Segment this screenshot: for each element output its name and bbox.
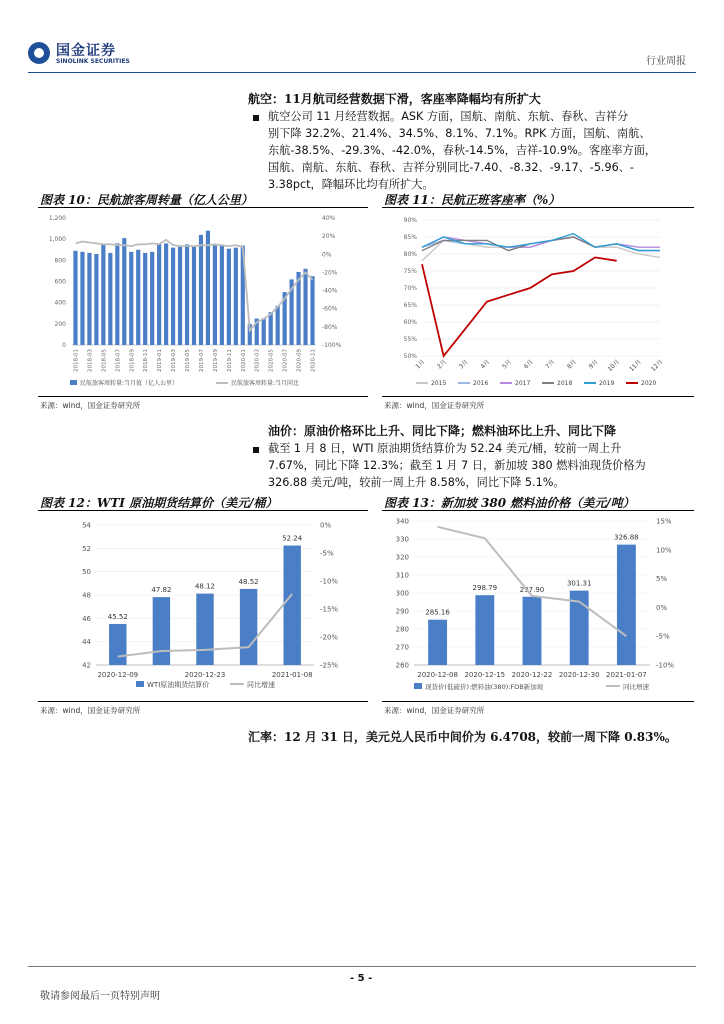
fig10-ytick-right: -40% xyxy=(322,287,338,295)
fig10-xtick: 2019-03 xyxy=(171,349,178,372)
fig11-xtick: 1月 xyxy=(414,358,427,371)
fig11-xtick: 3月 xyxy=(457,358,470,371)
fig13-legend-bar-label: 现货价(低硫价):燃料油(380):FOB新加坡 xyxy=(425,683,544,691)
fig10-bar xyxy=(164,243,168,345)
fig10-ytick-right: -20% xyxy=(322,269,338,277)
fig11-legend-label: 2016 xyxy=(473,380,489,387)
fig10-ytick-right: -80% xyxy=(322,323,338,331)
fig10-xtick: 2020-01 xyxy=(240,349,247,372)
fig10-xtick: 2018-03 xyxy=(87,349,94,372)
fig12-legend-bar-label: WTI原油期货结算价 xyxy=(147,681,210,689)
fig13-bar xyxy=(428,620,447,665)
fig10-bar xyxy=(206,231,210,345)
fig10-chart xyxy=(38,208,368,396)
fig13-bar xyxy=(475,595,494,665)
fig13-data-label: 301.31 xyxy=(566,579,592,588)
fig12-ytick-left: 46 xyxy=(82,614,91,623)
fig13-ytick-left: 310 xyxy=(395,571,409,580)
oil-heading: 油价：原油价格环比上升、同比下降；燃料油环比上升、同比下降 xyxy=(268,424,617,438)
fig11-ytick: 65% xyxy=(403,302,417,309)
fig11-rule-bottom xyxy=(382,396,694,397)
fig13-ytick-left: 270 xyxy=(395,643,409,652)
fig11-ytick: 60% xyxy=(403,319,417,326)
fig10-xtick: 2019-11 xyxy=(226,349,233,372)
fig11-xtick: 8月 xyxy=(565,358,578,371)
fig11-ytick: 50% xyxy=(403,353,417,360)
aviation-paragraph xyxy=(268,108,698,193)
fig10-xtick: 2019-09 xyxy=(212,349,219,372)
fig12-data-label: 52.24 xyxy=(282,534,303,543)
fig10-bar xyxy=(199,235,203,345)
fig11-ytick: 90% xyxy=(403,217,417,224)
fig13-data-label: 285.16 xyxy=(425,608,450,617)
fig13-ytick-left: 300 xyxy=(395,589,409,598)
fig11-ytick: 70% xyxy=(403,285,417,292)
fig12-data-label: 48.12 xyxy=(194,582,216,591)
fig13-bar xyxy=(617,545,636,665)
fig13-ytick-right: -5% xyxy=(656,632,670,641)
fig13-source: 来源：wind，国金证券研究所 xyxy=(384,706,485,715)
fig10-xtick: 2018-05 xyxy=(101,349,108,372)
logo-text-cn: 国金证券 xyxy=(56,43,116,59)
fig10-xtick: 2020-07 xyxy=(282,349,289,372)
fig10-bar xyxy=(73,251,77,345)
aviation-heading: 航空：11月航司经营数据下滑，客座率降幅均有所扩大 xyxy=(248,92,541,106)
fx-heading: 汇率：12 月 31 日，美元兑人民币中间价为 6.4708，较前一周下降 0.83%。 xyxy=(248,730,677,744)
fig12-rule-bottom xyxy=(38,701,368,702)
fig10-ytick-right: -60% xyxy=(322,305,338,313)
fig12-legend-bar-swatch xyxy=(136,681,144,687)
aviation-line: 东航-38.5%、-29.3%、-42.0%，春秋-14.5%，吉祥-10.9%。客座率方面， xyxy=(268,144,657,157)
fig10-ytick-right: -100% xyxy=(322,342,342,349)
fig10-ytick-right: 0% xyxy=(322,251,332,259)
fig10-bar xyxy=(101,244,105,345)
fig13-ytick-left: 320 xyxy=(395,553,409,562)
logo-text-en: SINOLINK SECURITIES xyxy=(56,58,130,65)
fig10-bar xyxy=(87,253,91,345)
bullet-icon xyxy=(253,115,259,121)
fig13-xtick: 2020-12-22 xyxy=(511,671,553,679)
aviation-line: 航空公司 11 月经营数据。ASK 方面，国航、南航、东航、春秋、吉祥分 xyxy=(268,110,629,123)
fig13-ytick-left: 340 xyxy=(395,517,409,526)
fig10-xtick: 2018-07 xyxy=(115,349,122,372)
fig13-data-label: 297.90 xyxy=(519,585,545,594)
fig13-ytick-right: 15% xyxy=(656,517,672,526)
fig10-bar xyxy=(178,247,182,345)
fig12-ytick-left: 50 xyxy=(82,568,91,577)
fig10-ytick-left: 800 xyxy=(54,257,66,265)
fig13-xtick: 2020-12-30 xyxy=(558,671,600,679)
fig12-bar xyxy=(283,546,300,665)
fig10-bar xyxy=(227,249,231,345)
fig10-legend-line-label: 民航旅客周转量:当月同比 xyxy=(231,380,300,387)
fig10-xtick: 2020-09 xyxy=(296,349,303,372)
fig12-xtick: 2020-12-09 xyxy=(97,671,139,679)
fig12-ytick-right: -20% xyxy=(320,633,339,642)
page-number: - 5 - xyxy=(350,973,373,984)
fig11-legend-label: 2015 xyxy=(431,380,447,387)
fig12-chart xyxy=(38,511,368,701)
fig10-bar xyxy=(220,244,224,345)
fig11-xtick: 10月 xyxy=(606,358,622,374)
fig10-bar xyxy=(129,252,133,345)
fig11-xtick: 7月 xyxy=(544,358,557,371)
fig12-bar xyxy=(109,624,126,665)
fig10-bar xyxy=(171,248,175,345)
fig10-bar xyxy=(213,246,217,345)
oil-paragraph xyxy=(268,440,698,491)
fig12-data-label: 45.52 xyxy=(107,612,128,621)
fig12-ytick-left: 44 xyxy=(82,638,91,647)
fig10-xtick: 2019-05 xyxy=(185,349,192,372)
fig10-bar xyxy=(262,319,266,345)
fig12-legend-line-label: 同比增速 xyxy=(247,681,275,689)
fig11-series-2019 xyxy=(422,234,660,251)
fig10-ytick-left: 200 xyxy=(54,320,66,328)
fig13-legend-line-label: 同比增速 xyxy=(623,683,649,691)
fig12-ytick-right: -15% xyxy=(320,605,339,614)
fig12-ytick-left: 54 xyxy=(82,521,91,530)
fig11-series-2020 xyxy=(422,257,617,356)
fig13-ytick-left: 290 xyxy=(395,607,409,616)
oil-line: 326.88 美元/吨，较前一周上升 8.58%，同比下降 5.1%。 xyxy=(268,476,565,489)
fig11-title: 图表 11：民航正班客座率（%） xyxy=(384,193,561,207)
fig10-xtick: 2019-01 xyxy=(157,349,164,372)
fig12-ytick-right: -25% xyxy=(320,661,339,670)
oil-line: 截至 1 月 8 日，WTI 原油期货结算价为 52.24 美元/桶，较前一周上升 xyxy=(268,442,622,455)
fig11-ytick: 85% xyxy=(403,234,417,241)
bullet-icon xyxy=(253,447,259,453)
fig13-rule-bottom xyxy=(382,701,694,702)
fig11-ytick: 80% xyxy=(403,251,417,258)
footer-rule xyxy=(28,966,696,967)
fig11-xtick: 11月 xyxy=(628,358,643,374)
fig10-bar xyxy=(157,243,161,345)
fig11-xtick: 5月 xyxy=(501,358,513,371)
fig11-ytick: 75% xyxy=(403,268,417,275)
logo-icon xyxy=(28,42,50,64)
fig10-ytick-right: 40% xyxy=(322,215,336,222)
fig10-bar xyxy=(108,253,112,345)
fig13-title: 图表 13：新加坡 380 燃料油价格（美元/吨） xyxy=(384,496,635,510)
fig10-rule-bottom xyxy=(38,396,368,397)
fig13-ytick-right: 10% xyxy=(656,546,672,555)
fig10-bar xyxy=(150,252,154,345)
fig13-legend-bar-swatch xyxy=(414,683,422,689)
fig12-source: 来源：wind，国金证券研究所 xyxy=(40,706,141,715)
fig12-title: 图表 12：WTI 原油期货结算价（美元/桶） xyxy=(40,496,278,510)
fig10-xtick: 2019-07 xyxy=(198,349,205,372)
fig10-bar xyxy=(276,306,280,345)
fig10-bar xyxy=(80,252,84,345)
fig10-bar xyxy=(310,276,314,345)
fig13-chart xyxy=(382,511,694,701)
aviation-line: 别下降 32.2%、21.4%、34.5%、8.1%、7.1%。RPK 方面，国航、南航、 xyxy=(268,127,651,140)
fig11-xtick: 6月 xyxy=(522,358,535,371)
fig10-legend-bar-swatch xyxy=(70,380,77,385)
fig10-bar xyxy=(303,269,307,345)
fig10-bar xyxy=(115,243,119,345)
fig10-xtick: 2018-01 xyxy=(73,349,80,372)
fig10-xtick: 2020-03 xyxy=(254,349,261,372)
fig13-ytick-right: 5% xyxy=(656,575,668,584)
fig10-bar xyxy=(143,253,147,345)
fig10-bar xyxy=(269,312,273,345)
header-rule xyxy=(28,72,696,73)
fig13-bar xyxy=(523,597,542,665)
fig13-ytick-right: 0% xyxy=(656,603,668,612)
fig11-legend-label: 2017 xyxy=(515,380,531,387)
fig11-legend-label: 2019 xyxy=(599,380,615,387)
fig10-ytick-left: 1,000 xyxy=(48,236,66,244)
fig10-ytick-right: 20% xyxy=(322,233,336,241)
fig13-xtick: 2020-12-15 xyxy=(464,671,506,679)
fig10-bar xyxy=(192,247,196,345)
fig12-ytick-right: 0% xyxy=(320,521,332,530)
fig12-bar xyxy=(153,597,170,665)
fig11-xtick: 9月 xyxy=(587,358,600,371)
fig11-xtick: 2月 xyxy=(436,358,449,371)
fig10-bar xyxy=(185,244,189,345)
fig13-data-label: 326.88 xyxy=(614,533,639,542)
fig11-source: 来源：wind，国金证券研究所 xyxy=(384,401,485,410)
oil-line: 7.67%，同比下降 12.3%；截至 1 月 7 日，新加坡 380 燃料油现货价格为 xyxy=(268,459,646,472)
fig11-legend-label: 2018 xyxy=(557,380,573,387)
fig10-bar xyxy=(136,250,140,345)
fig13-xtick: 2021-01-07 xyxy=(606,671,647,679)
fig12-data-label: 47.82 xyxy=(151,586,172,595)
fig10-ytick-left: 0 xyxy=(62,342,66,349)
fig10-source: 来源：wind，国金证券研究所 xyxy=(40,401,141,410)
fig11-xtick: 12月 xyxy=(649,358,665,374)
fig10-ytick-left: 1,200 xyxy=(48,215,66,222)
fig12-ytick-left: 48 xyxy=(82,591,91,600)
fig10-ytick-left: 400 xyxy=(54,299,66,307)
fig13-ytick-left: 280 xyxy=(395,625,409,634)
report-type: 行业周报 xyxy=(646,56,686,67)
fig13-ytick-right: -10% xyxy=(656,661,675,670)
fig10-xtick: 2018-11 xyxy=(143,349,150,372)
fig12-data-label: 48.52 xyxy=(238,577,259,586)
sinolink-logo xyxy=(28,40,138,70)
fig12-ytick-left: 42 xyxy=(82,661,91,670)
fig10-xtick: 2020-05 xyxy=(268,349,275,372)
fig12-ytick-right: -5% xyxy=(320,549,334,558)
fig10-bar xyxy=(122,238,126,345)
fig11-xtick: 4月 xyxy=(479,358,492,371)
fig10-xtick: 2020-11 xyxy=(310,349,317,372)
fig11-legend-label: 2020 xyxy=(641,380,657,387)
fig10-bar xyxy=(94,254,98,345)
fig12-bar xyxy=(240,589,257,665)
fig12-ytick-left: 52 xyxy=(82,544,91,553)
fig13-data-label: 298.79 xyxy=(472,584,498,593)
fig10-ytick-left: 600 xyxy=(54,278,66,286)
aviation-line: 3.38pct，降幅环比均有所扩大。 xyxy=(268,178,434,191)
fig13-ytick-left: 330 xyxy=(395,535,409,544)
fig11-ytick: 55% xyxy=(403,336,417,343)
fig11-chart xyxy=(382,208,694,396)
fig12-bar xyxy=(196,594,213,665)
fig12-ytick-right: -10% xyxy=(320,577,339,586)
fig10-title: 图表 10：民航旅客周转量（亿人公里） xyxy=(40,193,253,207)
fig10-bar xyxy=(234,248,238,345)
fig10-xtick: 2018-09 xyxy=(129,349,136,372)
fig13-ytick-left: 260 xyxy=(395,661,409,670)
fig12-xtick: 2020-12-23 xyxy=(184,671,226,679)
fig13-xtick: 2020-12-08 xyxy=(417,671,458,679)
aviation-line: 国航、南航、东航、春秋、吉祥分别同比-7.40、-8.32、-9.17、-5.96、- xyxy=(268,161,634,174)
fig10-legend-bar-label: 民航旅客周转量:当月值（亿人公里） xyxy=(80,380,179,387)
fig12-xtick: 2021-01-08 xyxy=(271,671,313,679)
footer-disclaimer: 敬请参阅最后一页特别声明 xyxy=(40,991,160,1002)
